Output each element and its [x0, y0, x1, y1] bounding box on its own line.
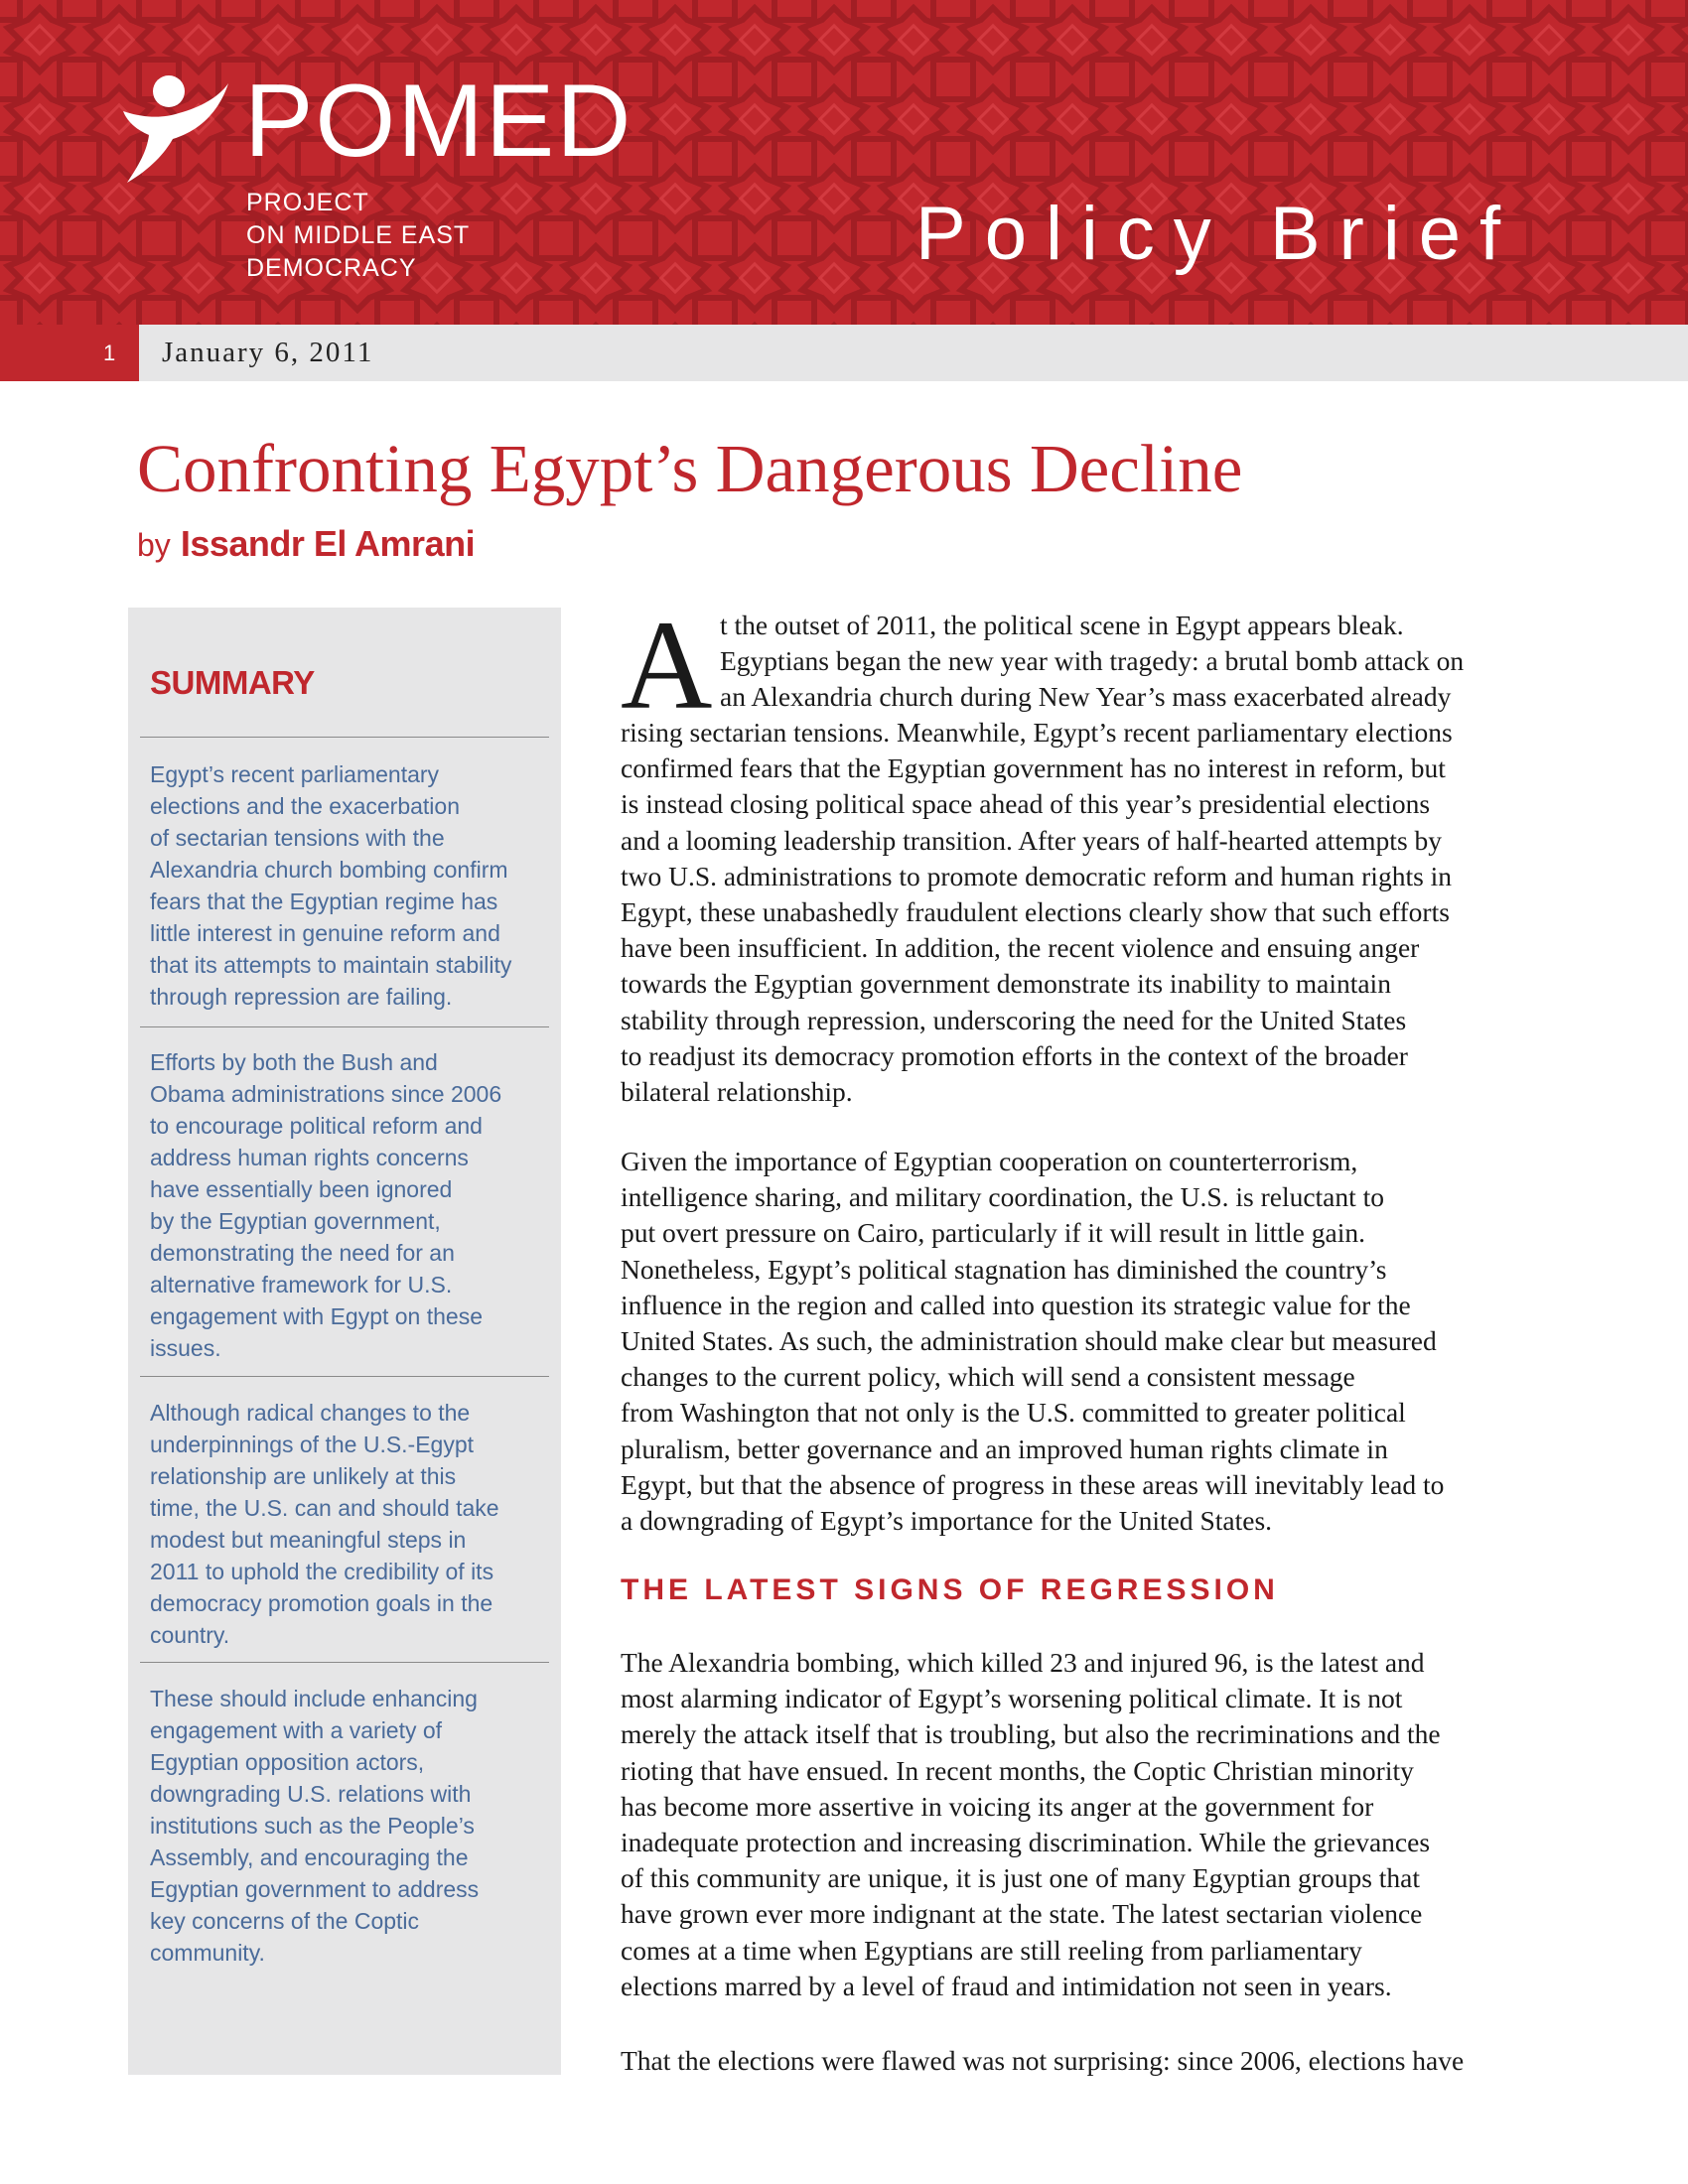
divider [140, 1662, 549, 1663]
summary-paragraph: These should include enhancing engagement with a variety of Egyptian opposition actors, downgrading U.S. relations with institutions such as the People’s Assembly, and encouraging the Egyptian government to address key concerns of the Coptic community. [150, 1686, 480, 1966]
summary-sidebar [128, 608, 561, 2075]
logo-subtitle-line: DEMOCRACY [246, 254, 417, 282]
summary-paragraph: Egypt’s recent parliamentary elections and the exacerbation of sectarian tensions with the Alexandria church bombing confirm fears that the Egyptian regime has little interest in genuine reform and that its attempts to maintain stability through repression are failing. [150, 761, 512, 1010]
summary-paragraph: Although radical changes to the underpinnings of the U.S.-Egypt relationship are unlikely at this time, the U.S. can and should take modest but meaningful steps in 2011 to uphold the credibility of its democracy promotion goals in the country. [150, 1400, 499, 1648]
paragraph-lead: t the outset of 2011, the political scene in Egypt appears bleak. Egyptians began the new year with tragedy: a brutal bomb attack on an Alexandria church during New Year’s mass exacerbated already [720, 610, 1465, 713]
page-number: 1 [0, 325, 139, 381]
drop-cap: A [621, 595, 713, 736]
divider [140, 1026, 549, 1027]
logo-subtitle [246, 187, 470, 285]
logo-wordmark: POMED [244, 64, 633, 179]
byline-prefix: by [137, 527, 171, 563]
document-title: Confronting Egypt’s Dangerous Decline [137, 431, 1243, 506]
header-banner [0, 0, 1688, 325]
paragraph: The Alexandria bombing, which killed 23 and injured 96, is the latest and most alarming indicator of Egypt’s worsening political climate. It is not merely the attack itself that is troubling, but also the recriminations and the rioting that have ensued. In recent months, the Coptic Christian minority has become more assertive in voicing its anger at the government for inadequate protection and increasing discrimination. While the grievances of this community are unique, it is just one of many Egyptian groups that have grown ever more indignant at the state. The latest sectarian violence comes at a time when Egyptians are still reeling from parliamentary elections marred by a level of fraud and intimidation not seen in years. [621, 1647, 1441, 2001]
author-name: Issandr El Amrani [180, 523, 476, 564]
paragraph: Given the importance of Egyptian cooperation on counterterrorism, intelligence sharing, and military coordination, the U.S. is reluctant to put overt pressure on Cairo, particularly if it will result in little gain. Nonetheless, Egypt’s political stagnation has diminished the country’s influence in the region and called into question its strategic value for the United States. As such, the administration should make clear but measured changes to the current policy, which will send a consistent message from Washington that not only is the U.S. committed to greater political pluralism, better governance and an improved human rights climate in Egypt, but that the absence of progress in these areas will inevitably lead to a downgrading of Egypt’s importance for the United States. [621, 1146, 1445, 1537]
summary-paragraph: Efforts by both the Bush and Obama administrations since 2006 to encourage political reform and address human rights concerns have essentially been ignored by the Egyptian government, demonstrating the need for an alternative framework for U.S. engagement with Egypt on these issues. [150, 1049, 502, 1361]
section-heading: THE LATEST SIGNS OF REGRESSION [621, 1573, 1279, 1606]
byline [137, 523, 476, 564]
paragraph: That the elections were flawed was not surprising: since 2006, elections have [621, 2045, 1465, 2076]
summary-heading: SUMMARY [150, 664, 315, 701]
paragraph: rising sectarian tensions. Meanwhile, Egypt’s recent parliamentary elections confirmed fears that the Egyptian government has no interest in reform, but is instead closing political space ahead of this year’s presidential elections and a looming leadership transition. After years of half-hearted attempts by two U.S. administrations to promote democratic reform and human rights in Egypt, these unabashedly fraudulent elections clearly show that such efforts have been insufficient. In addition, the recent violence and ensuing anger towards the Egyptian government demonstrate its inability to maintain stability through repression, underscoring the need for the United States to readjust its democracy promotion efforts in the context of the broader bilateral relationship. [621, 717, 1453, 1108]
publication-date: January 6, 2011 [162, 337, 374, 368]
date-bar [0, 325, 1688, 381]
divider [140, 737, 549, 738]
document-type-label: Policy Brief [915, 192, 1520, 276]
logo-subtitle-line: ON MIDDLE EAST [246, 221, 471, 249]
pomed-logo-icon [121, 73, 230, 185]
logo-subtitle-line: PROJECT [246, 189, 369, 216]
divider [140, 1376, 549, 1377]
